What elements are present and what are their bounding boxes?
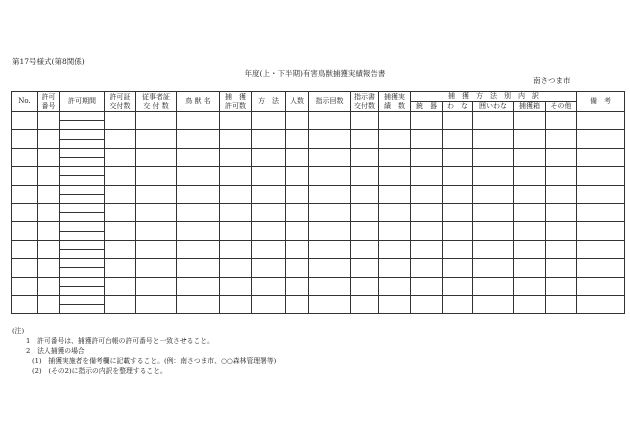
table-cell[interactable] [136, 148, 177, 166]
table-cell[interactable] [577, 295, 625, 313]
table-cell[interactable] [546, 259, 577, 277]
table-cell[interactable] [546, 185, 577, 203]
table-cell[interactable] [105, 240, 136, 258]
table-cell[interactable] [443, 148, 473, 166]
table-cell[interactable] [473, 130, 514, 148]
table-row [12, 130, 625, 148]
table-cell[interactable] [379, 167, 411, 185]
table-cell[interactable] [220, 259, 252, 277]
table-row [12, 148, 625, 166]
table-cell[interactable] [379, 222, 411, 240]
table-cell[interactable] [252, 240, 286, 258]
table-cell[interactable] [443, 295, 473, 313]
table-cell[interactable] [473, 240, 514, 258]
table-cell[interactable] [351, 148, 379, 166]
table-cell[interactable] [546, 295, 577, 313]
table-cell[interactable] [60, 240, 105, 258]
table-cell[interactable] [220, 130, 252, 148]
table-cell[interactable] [577, 112, 625, 130]
table-cell[interactable] [136, 130, 177, 148]
table-row [12, 259, 625, 277]
table-cell[interactable] [136, 295, 177, 313]
table-cell[interactable] [411, 130, 443, 148]
table-cell[interactable] [351, 203, 379, 221]
period-start-cell[interactable] [60, 241, 104, 250]
table-cell[interactable] [514, 130, 546, 148]
report-body [12, 112, 625, 314]
table-cell[interactable] [309, 240, 351, 258]
table-cell[interactable] [252, 112, 286, 130]
table-cell[interactable] [177, 112, 220, 130]
table-cell[interactable] [60, 112, 105, 130]
period-start-cell[interactable] [60, 112, 104, 121]
table-cell[interactable] [177, 130, 220, 148]
table-cell[interactable] [38, 295, 60, 313]
table-cell[interactable] [105, 130, 136, 148]
table-cell[interactable] [220, 295, 252, 313]
table-cell[interactable] [351, 295, 379, 313]
note-item: (2) (その2)に指示の内訳を整理すること。 [32, 367, 167, 375]
table-row [12, 167, 625, 185]
table-cell[interactable] [411, 240, 443, 258]
col-breakdown-box: 捕獲箱 [514, 102, 546, 112]
table-cell[interactable] [286, 240, 309, 258]
table-cell[interactable] [514, 167, 546, 185]
table-cell[interactable] [514, 185, 546, 203]
table-cell[interactable] [309, 259, 351, 277]
table-cell[interactable] [514, 148, 546, 166]
table-row [12, 277, 625, 295]
table-cell[interactable] [286, 277, 309, 295]
period-start-cell[interactable] [60, 259, 104, 268]
table-cell[interactable] [286, 185, 309, 203]
table-cell[interactable] [443, 167, 473, 185]
table-cell[interactable] [220, 240, 252, 258]
table-cell[interactable] [577, 203, 625, 221]
table-cell[interactable] [252, 185, 286, 203]
table-row [12, 112, 625, 130]
table-cell[interactable] [379, 130, 411, 148]
report-table [11, 91, 625, 314]
table-cell[interactable] [60, 185, 105, 203]
table-row [12, 185, 625, 203]
table-cell[interactable] [252, 277, 286, 295]
table-cell[interactable] [12, 167, 38, 185]
table-cell[interactable] [379, 259, 411, 277]
table-cell[interactable] [577, 167, 625, 185]
table-cell[interactable] [177, 148, 220, 166]
table-cell[interactable] [60, 167, 105, 185]
period-start-cell[interactable] [60, 130, 104, 139]
table-cell[interactable] [351, 277, 379, 295]
table-cell[interactable] [351, 222, 379, 240]
table-cell[interactable] [177, 203, 220, 221]
table-cell[interactable] [546, 240, 577, 258]
col-results: 捕獲実 績 数 [379, 92, 411, 112]
col-no: No. [12, 92, 38, 112]
table-cell[interactable] [38, 222, 60, 240]
table-cell[interactable] [473, 295, 514, 313]
table-cell[interactable] [546, 203, 577, 221]
table-cell[interactable] [309, 185, 351, 203]
table-cell[interactable] [473, 259, 514, 277]
table-cell[interactable] [136, 203, 177, 221]
note-item: 2 法人捕獲の場合 [26, 347, 85, 355]
table-cell[interactable] [177, 185, 220, 203]
table-cell[interactable] [252, 130, 286, 148]
table-cell[interactable] [411, 203, 443, 221]
col-method: 方 法 [252, 92, 286, 112]
table-cell[interactable] [514, 112, 546, 130]
table-cell[interactable] [38, 203, 60, 221]
table-cell[interactable] [252, 167, 286, 185]
table-cell[interactable] [351, 259, 379, 277]
table-cell[interactable] [60, 222, 105, 240]
table-cell[interactable] [177, 222, 220, 240]
table-cell[interactable] [60, 277, 105, 295]
table-cell[interactable] [220, 222, 252, 240]
table-cell[interactable] [411, 148, 443, 166]
table-cell[interactable] [12, 259, 38, 277]
table-cell[interactable] [105, 112, 136, 130]
period-start-cell[interactable] [60, 167, 104, 176]
table-cell[interactable] [577, 240, 625, 258]
table-cell[interactable] [514, 240, 546, 258]
table-cell[interactable] [177, 277, 220, 295]
table-cell[interactable] [473, 148, 514, 166]
table-cell[interactable] [252, 203, 286, 221]
table-cell[interactable] [60, 295, 105, 313]
table-row [12, 222, 625, 240]
table-cell[interactable] [105, 222, 136, 240]
table-cell[interactable] [546, 167, 577, 185]
table-cell[interactable] [12, 112, 38, 130]
table-cell[interactable] [546, 148, 577, 166]
table-cell[interactable] [473, 203, 514, 221]
col-breakdown-gun: 銃 器 [411, 102, 443, 112]
table-cell[interactable] [105, 203, 136, 221]
period-start-cell[interactable] [60, 149, 104, 158]
col-breakdown-other: その他 [546, 102, 577, 112]
table-cell[interactable] [379, 295, 411, 313]
table-cell[interactable] [577, 148, 625, 166]
col-instructions: 指示回数 [309, 92, 351, 112]
table-cell[interactable] [38, 185, 60, 203]
table-cell[interactable] [379, 277, 411, 295]
table-cell[interactable] [309, 130, 351, 148]
table-cell[interactable] [252, 295, 286, 313]
col-breakdown-trap: わ な [443, 102, 473, 112]
table-cell[interactable] [286, 112, 309, 130]
table-cell[interactable] [443, 112, 473, 130]
table-cell[interactable] [12, 185, 38, 203]
table-cell[interactable] [309, 277, 351, 295]
table-cell[interactable] [443, 277, 473, 295]
table-cell[interactable] [379, 185, 411, 203]
table-cell[interactable] [473, 277, 514, 295]
table-cell[interactable] [514, 277, 546, 295]
table-cell[interactable] [105, 277, 136, 295]
table-cell[interactable] [286, 167, 309, 185]
table-cell[interactable] [136, 112, 177, 130]
table-cell[interactable] [309, 295, 351, 313]
table-cell[interactable] [38, 277, 60, 295]
table-cell[interactable] [351, 112, 379, 130]
table-cell[interactable] [136, 277, 177, 295]
table-cell[interactable] [351, 185, 379, 203]
table-cell[interactable] [443, 203, 473, 221]
table-cell[interactable] [514, 222, 546, 240]
table-cell[interactable] [12, 277, 38, 295]
table-cell[interactable] [379, 240, 411, 258]
table-cell[interactable] [411, 277, 443, 295]
table-cell[interactable] [136, 222, 177, 240]
table-cell[interactable] [379, 203, 411, 221]
table-cell[interactable] [12, 148, 38, 166]
notes-section [12, 326, 276, 376]
table-cell[interactable] [12, 203, 38, 221]
table-cell[interactable] [577, 277, 625, 295]
table-cell[interactable] [514, 259, 546, 277]
period-start-cell[interactable] [60, 186, 104, 195]
table-cell[interactable] [220, 277, 252, 295]
table-cell[interactable] [286, 130, 309, 148]
table-cell[interactable] [443, 240, 473, 258]
table-cell[interactable] [60, 203, 105, 221]
col-species: 鳥 獣 名 [177, 92, 220, 112]
table-cell[interactable] [38, 240, 60, 258]
table-cell[interactable] [473, 167, 514, 185]
header-row-1 [12, 92, 625, 102]
table-row [12, 203, 625, 221]
table-cell[interactable] [546, 222, 577, 240]
table-cell[interactable] [309, 148, 351, 166]
col-instruction-doc: 指示書 交付数 [351, 92, 379, 112]
table-cell[interactable] [577, 259, 625, 277]
table-cell[interactable] [220, 148, 252, 166]
table-cell[interactable] [411, 295, 443, 313]
table-cell[interactable] [351, 167, 379, 185]
table-cell[interactable] [12, 240, 38, 258]
col-breakdown: 捕 獲 方 法 別 内 訳 [411, 92, 577, 102]
table-cell[interactable] [252, 222, 286, 240]
table-cell[interactable] [473, 222, 514, 240]
col-breakdown-enclosure: 囲いわな [473, 102, 514, 112]
period-start-cell[interactable] [60, 222, 104, 231]
table-cell[interactable] [136, 167, 177, 185]
table-cell[interactable] [105, 295, 136, 313]
table-cell[interactable] [220, 167, 252, 185]
table-cell[interactable] [577, 130, 625, 148]
col-remarks: 備 考 [577, 92, 625, 112]
table-cell[interactable] [177, 167, 220, 185]
table-cell[interactable] [411, 167, 443, 185]
table-cell[interactable] [136, 240, 177, 258]
table-cell[interactable] [309, 203, 351, 221]
table-cell[interactable] [12, 295, 38, 313]
col-permit-no: 許可 番号 [38, 92, 60, 112]
table-cell[interactable] [286, 295, 309, 313]
table-cell[interactable] [60, 130, 105, 148]
table-cell[interactable] [546, 130, 577, 148]
table-cell[interactable] [514, 295, 546, 313]
table-cell[interactable] [577, 222, 625, 240]
table-cell[interactable] [177, 295, 220, 313]
table-cell[interactable] [411, 112, 443, 130]
note-item: (1) 捕獲実施者を備考欄に記載すること。(例：南さつま市、○○森林管理署等) [32, 357, 277, 365]
table-cell[interactable] [136, 185, 177, 203]
table-cell[interactable] [177, 259, 220, 277]
table-cell[interactable] [252, 148, 286, 166]
table-cell[interactable] [577, 185, 625, 203]
table-cell[interactable] [12, 130, 38, 148]
form-number: 第17号様式(第8関係) [12, 57, 85, 66]
col-persons: 人数 [286, 92, 309, 112]
table-cell[interactable] [220, 203, 252, 221]
table-cell[interactable] [411, 259, 443, 277]
note-item: 1 許可番号は、捕獲許可台帳の許可番号と一致させること。 [26, 337, 214, 345]
table-cell[interactable] [60, 259, 105, 277]
table-cell[interactable] [38, 112, 60, 130]
table-cell[interactable] [514, 203, 546, 221]
table-cell[interactable] [105, 167, 136, 185]
table-cell[interactable] [351, 240, 379, 258]
table-cell[interactable] [136, 259, 177, 277]
table-cell[interactable] [286, 222, 309, 240]
table-cell[interactable] [286, 203, 309, 221]
period-start-cell[interactable] [60, 204, 104, 213]
table-cell[interactable] [38, 167, 60, 185]
table-cell[interactable] [443, 259, 473, 277]
period-start-cell[interactable] [60, 296, 104, 305]
table-cell[interactable] [220, 185, 252, 203]
table-cell[interactable] [546, 112, 577, 130]
table-cell[interactable] [286, 259, 309, 277]
table-cell[interactable] [411, 222, 443, 240]
table-cell[interactable] [105, 148, 136, 166]
table-cell[interactable] [473, 112, 514, 130]
period-start-cell[interactable] [60, 278, 104, 287]
table-cell[interactable] [379, 148, 411, 166]
table-cell[interactable] [12, 222, 38, 240]
table-cell[interactable] [252, 259, 286, 277]
table-cell[interactable] [443, 222, 473, 240]
table-cell[interactable] [38, 130, 60, 148]
col-worker-issued: 従事者証 交 付 数 [136, 92, 177, 112]
table-cell[interactable] [351, 130, 379, 148]
table-cell[interactable] [443, 130, 473, 148]
table-cell[interactable] [309, 167, 351, 185]
table-row [12, 240, 625, 258]
table-cell[interactable] [309, 222, 351, 240]
notes-heading: (注) [12, 327, 25, 335]
col-permit-issued: 許可証 交付数 [105, 92, 136, 112]
col-period: 許可期間 [60, 92, 105, 112]
table-cell[interactable] [220, 112, 252, 130]
table-cell[interactable] [443, 185, 473, 203]
issuer-name: 南さつま市 [533, 76, 571, 85]
table-cell[interactable] [546, 277, 577, 295]
table-cell[interactable] [105, 259, 136, 277]
table-cell[interactable] [286, 148, 309, 166]
table-cell[interactable] [309, 112, 351, 130]
table-cell[interactable] [105, 185, 136, 203]
table-cell[interactable] [177, 240, 220, 258]
table-cell[interactable] [38, 259, 60, 277]
table-cell[interactable] [379, 112, 411, 130]
col-capture-permit: 捕 獲 許可数 [220, 92, 252, 112]
table-cell[interactable] [473, 185, 514, 203]
table-cell[interactable] [411, 185, 443, 203]
table-cell[interactable] [38, 148, 60, 166]
table-row [12, 295, 625, 313]
table-cell[interactable] [60, 148, 105, 166]
report-title: 年度(上・下半期)有害鳥獣捕獲実績報告書 [244, 69, 386, 78]
